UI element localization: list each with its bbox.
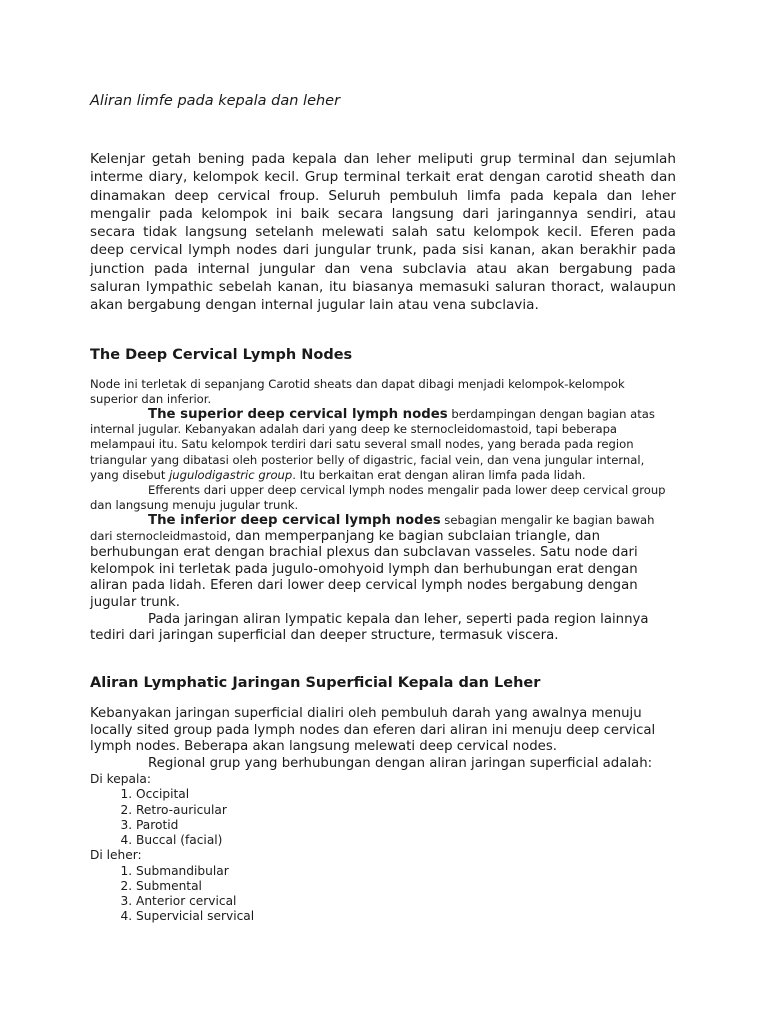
section1-paragraph-3: Efferents dari upper deep cervical lymph nodes mengalir pada lower deep cervical group dan langsung menuju jugular trunk. (90, 483, 666, 513)
kepala-list (90, 787, 676, 848)
list-item: 4. Buccal (facial) (136, 833, 676, 848)
inferior-nodes-term: The inferior deep cervical lymph nodes (148, 513, 441, 529)
section1-paragraph-4 (90, 513, 676, 611)
leher-list (90, 864, 676, 925)
intro-paragraph: Kelenjar getah bening pada kepala dan leher meliputi grup terminal dan sejumlah interme diary, kelompok kecil. Grup terminal terkait erat dengan carotid sheath dan dinamakan deep cervical froup. Seluruh pembuluh limfa pada kepala dan leher mengalir pada kelompok ini baik secara langsung dari jaringannya sendiri, atau secara tidak langsung setelanh melewati salah satu kelompok kecil. Eferen pada deep cervical lymph nodes dari jungular trunk, pada sisi kanan, akan berakhir pada junction pada internal jungular dan vena subclavia atau akan bergabung pada saluran lympathic sebelah kanan, itu biasanya memasuki saluran thoract, walaupun akan bergabung dengan internal jugular lain atau vena subclavia. (90, 151, 676, 314)
list-item: 1. Occipital (136, 787, 676, 802)
list-item: 2. Retro-auricular (136, 803, 676, 818)
leher-label: Di leher: (90, 848, 142, 863)
list-item: 4. Supervicial servical (136, 909, 676, 924)
list-item: 3. Anterior cervical (136, 894, 676, 909)
list-item: 1. Submandibular (136, 864, 676, 879)
inferior-nodes-text-b: , dan memperpanjang ke bagian subclaian triangle, dan berhubungan erat dengan brachial plexus dan subclavan vasseles. Satu node dari kelompok ini terletak pada jugulo-omohyoid lymph dan berhubungan erat dengan aliran pada lidah. Eferen dari lower deep cervical lymph nodes bergabung dengan jugular trunk. (90, 528, 638, 610)
section2-paragraph-1: Kebanyakan jaringan superficial dialiri oleh pembuluh darah yang awalnya menuju locally sited group pada lymph nodes dan eferen dari aliran ini menuju deep cervical lymph nodes. Beberapa akan langsung melewati deep cervical nodes. (90, 706, 656, 754)
kepala-label: Di kepala: (90, 772, 151, 786)
section2-body (90, 706, 676, 924)
section1-paragraph-2 (90, 407, 676, 483)
section2-paragraph-2: Regional grup yang berhubungan dengan aliran jaringan superficial adalah: (148, 755, 653, 771)
document-title: Aliran limfe pada kepala dan leher (90, 93, 341, 109)
section1-paragraph-1: Node ini terletak di sepanjang Carotid sheats dan dapat dibagi menjadi kelompok-kelompok superior dan inferior. (90, 377, 625, 407)
superior-nodes-term: The superior deep cervical lymph nodes (148, 407, 448, 422)
inferior-nodes-text-a: sebagian mengalir ke bagian bawah dari sternocleidmastoid (90, 513, 655, 543)
superior-nodes-text-b: . Itu berkaitan erat dengan aliran limfa pada lidah. (292, 467, 586, 482)
list-item: 2. Submental (136, 879, 676, 894)
section-heading-deep-cervical: The Deep Cervical Lymph Nodes (90, 347, 353, 363)
jugulodigastric-term: jugulodigastric group (169, 467, 293, 482)
list-item: 3. Parotid (136, 818, 676, 833)
section1-paragraph-5: Pada jaringan aliran lympatic kepala dan leher, seperti pada region lainnya tediri dari jaringan superficial dan deeper structure, termasuk viscera. (90, 611, 649, 644)
section1-body (90, 407, 676, 645)
section-heading-superficial: Aliran Lymphatic Jaringan Superficial Kepala dan Leher (90, 675, 541, 691)
superior-nodes-text-a: berdampingan dengan bagian atas internal jugular. Kebanyakan adalah dari yang deep ke sternocleidomastoid, tapi beberapa melampaui itu. Satu kelompok terdiri dari satu several small nodes, yang berada pada region triangular yang dibatasi oleh posterior belly of digastric, facial vein, dan vena jungular internal, yang disebut (90, 407, 655, 482)
